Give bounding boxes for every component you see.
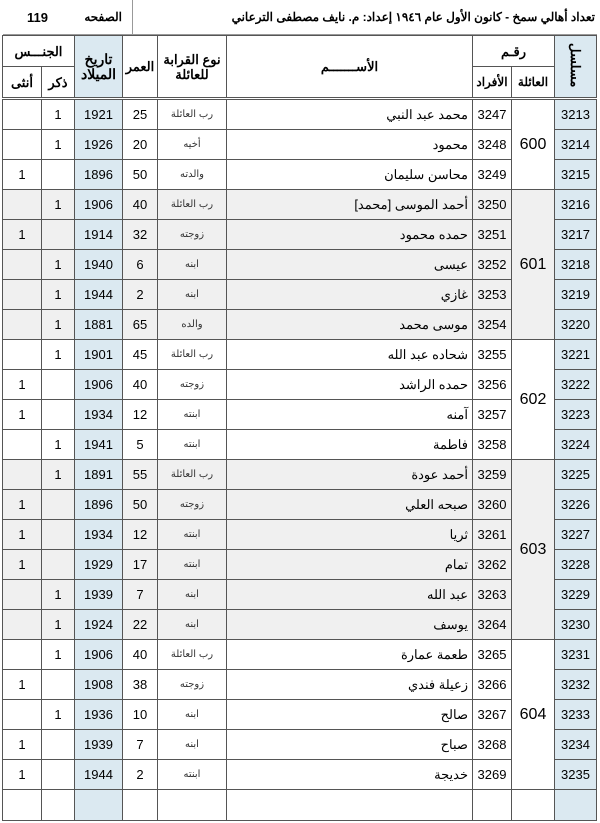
table-row	[2, 280, 596, 310]
name-cell: أحمد عودة	[226, 460, 472, 490]
member-number-cell: 3261	[472, 520, 511, 550]
header-name: الأســـــــم	[226, 36, 472, 99]
female-cell: 1	[2, 730, 41, 760]
female-cell	[2, 640, 41, 670]
table-row	[2, 340, 596, 370]
member-number-cell: 3257	[472, 400, 511, 430]
female-cell	[2, 130, 41, 160]
male-cell: 1	[41, 310, 74, 340]
male-cell: 1	[41, 700, 74, 730]
member-number-cell: 3262	[472, 550, 511, 580]
header-family: العائلة	[512, 67, 555, 99]
empty-cell	[555, 790, 597, 821]
relation-cell: والدته	[157, 160, 226, 190]
age-cell: 65	[122, 310, 157, 340]
female-cell	[2, 310, 41, 340]
relation-cell: ابنه	[157, 580, 226, 610]
relation-cell: ابنه	[157, 700, 226, 730]
age-cell: 2	[122, 760, 157, 790]
birth-year-cell: 1921	[74, 99, 122, 130]
female-cell	[2, 190, 41, 220]
member-number-cell: 3268	[472, 730, 511, 760]
birth-year-cell: 1944	[74, 760, 122, 790]
table-row	[2, 550, 596, 580]
relation-cell: ابنه	[157, 250, 226, 280]
age-cell: 25	[122, 99, 157, 130]
member-number-cell: 3247	[472, 99, 511, 130]
relation-cell: رب العائلة	[157, 99, 226, 130]
serial-cell: 3217	[555, 220, 597, 250]
female-cell: 1	[2, 490, 41, 520]
page-label: الصفحه	[84, 10, 122, 24]
table-row	[2, 460, 596, 490]
female-cell	[2, 280, 41, 310]
male-cell	[41, 520, 74, 550]
empty-row	[2, 790, 596, 821]
male-cell: 1	[41, 190, 74, 220]
serial-cell: 3229	[555, 580, 597, 610]
name-cell: صالح	[226, 700, 472, 730]
relation-cell: ابنه	[157, 610, 226, 640]
name-cell: محمد عبد النبي	[226, 99, 472, 130]
birth-year-cell: 1924	[74, 610, 122, 640]
member-number-cell: 3265	[472, 640, 511, 670]
relation-cell: ابنه	[157, 280, 226, 310]
female-cell: 1	[2, 160, 41, 190]
header-age: العمر	[122, 36, 157, 99]
male-cell	[41, 670, 74, 700]
male-cell: 1	[41, 340, 74, 370]
birth-year-cell: 1906	[74, 370, 122, 400]
birth-year-cell: 1941	[74, 430, 122, 460]
empty-cell	[122, 790, 157, 821]
age-cell: 40	[122, 190, 157, 220]
member-number-cell: 3250	[472, 190, 511, 220]
name-cell: صبحه العلي	[226, 490, 472, 520]
member-number-cell: 3260	[472, 490, 511, 520]
serial-cell: 3231	[555, 640, 597, 670]
birth-year-cell: 1908	[74, 670, 122, 700]
male-cell	[41, 760, 74, 790]
relation-cell: زوجته	[157, 490, 226, 520]
birth-year-cell: 1891	[74, 460, 122, 490]
serial-cell: 3213	[555, 99, 597, 130]
table-row	[2, 520, 596, 550]
name-cell: ثريا	[226, 520, 472, 550]
birth-year-cell: 1940	[74, 250, 122, 280]
empty-cell	[74, 790, 122, 821]
female-cell	[2, 250, 41, 280]
member-number-cell: 3249	[472, 160, 511, 190]
table-row	[2, 580, 596, 610]
table-row	[2, 130, 596, 160]
name-cell: زعيلة فندي	[226, 670, 472, 700]
female-cell: 1	[2, 760, 41, 790]
serial-cell: 3215	[555, 160, 597, 190]
birth-year-cell: 1939	[74, 580, 122, 610]
family-number-cell: 602	[512, 340, 555, 460]
female-cell: 1	[2, 220, 41, 250]
document-title: تعداد أهالي سمخ - كانون الأول عام ١٩٤٦ إعداد: م. نايف مصطفى الترعاني	[231, 10, 595, 24]
relation-cell: رب العائلة	[157, 460, 226, 490]
header-birth: تاريخ الميلاد	[74, 36, 122, 99]
empty-cell	[41, 790, 74, 821]
female-cell	[2, 430, 41, 460]
age-cell: 17	[122, 550, 157, 580]
birth-year-cell: 1934	[74, 520, 122, 550]
table-row	[2, 370, 596, 400]
male-cell	[41, 220, 74, 250]
member-number-cell: 3269	[472, 760, 511, 790]
female-cell: 1	[2, 520, 41, 550]
birth-year-cell: 1929	[74, 550, 122, 580]
census-table	[2, 35, 597, 821]
member-number-cell: 3256	[472, 370, 511, 400]
family-number-cell: 603	[512, 460, 555, 640]
birth-year-cell: 1901	[74, 340, 122, 370]
serial-cell: 3232	[555, 670, 597, 700]
birth-year-cell: 1881	[74, 310, 122, 340]
empty-cell	[157, 790, 226, 821]
age-cell: 20	[122, 130, 157, 160]
relation-cell: زوجته	[157, 670, 226, 700]
member-number-cell: 3253	[472, 280, 511, 310]
age-cell: 12	[122, 520, 157, 550]
age-cell: 55	[122, 460, 157, 490]
age-cell: 7	[122, 580, 157, 610]
member-number-cell: 3251	[472, 220, 511, 250]
relation-cell: ابنته	[157, 550, 226, 580]
age-cell: 22	[122, 610, 157, 640]
empty-cell	[2, 790, 41, 821]
name-cell: محاسن سليمان	[226, 160, 472, 190]
age-cell: 7	[122, 730, 157, 760]
name-cell: طعمة عمارة	[226, 640, 472, 670]
male-cell: 1	[41, 99, 74, 130]
birth-year-cell: 1936	[74, 700, 122, 730]
header-number: رقـم	[472, 36, 554, 67]
table-row	[2, 640, 596, 670]
female-cell: 1	[2, 400, 41, 430]
serial-cell: 3216	[555, 190, 597, 220]
serial-cell: 3233	[555, 700, 597, 730]
page-indicator	[3, 0, 133, 34]
relation-cell: رب العائلة	[157, 190, 226, 220]
birth-year-cell: 1934	[74, 400, 122, 430]
serial-cell: 3224	[555, 430, 597, 460]
member-number-cell: 3263	[472, 580, 511, 610]
empty-cell	[512, 790, 555, 821]
table-row	[2, 190, 596, 220]
table-row	[2, 400, 596, 430]
table-row	[2, 730, 596, 760]
table-row	[2, 99, 596, 130]
male-cell	[41, 550, 74, 580]
member-number-cell: 3255	[472, 340, 511, 370]
birth-year-cell: 1896	[74, 160, 122, 190]
serial-cell: 3234	[555, 730, 597, 760]
serial-cell: 3219	[555, 280, 597, 310]
relation-cell: ابنته	[157, 400, 226, 430]
name-cell: عيسى	[226, 250, 472, 280]
age-cell: 32	[122, 220, 157, 250]
male-cell: 1	[41, 610, 74, 640]
birth-year-cell: 1906	[74, 190, 122, 220]
female-cell: 1	[2, 370, 41, 400]
age-cell: 50	[122, 160, 157, 190]
female-cell: 1	[2, 550, 41, 580]
name-cell: يوسف	[226, 610, 472, 640]
page-number: 119	[27, 9, 48, 25]
header-gender: الجنـــس	[2, 36, 74, 67]
relation-cell: ابنته	[157, 760, 226, 790]
serial-cell: 3230	[555, 610, 597, 640]
title-bar	[3, 0, 597, 35]
member-number-cell: 3264	[472, 610, 511, 640]
male-cell: 1	[41, 640, 74, 670]
family-number-cell: 600	[512, 99, 555, 190]
relation-cell: أخيه	[157, 130, 226, 160]
birth-year-cell: 1926	[74, 130, 122, 160]
relation-cell: زوجته	[157, 370, 226, 400]
table-row	[2, 760, 596, 790]
age-cell: 5	[122, 430, 157, 460]
male-cell	[41, 160, 74, 190]
male-cell	[41, 400, 74, 430]
empty-cell	[226, 790, 472, 821]
name-cell: تمام	[226, 550, 472, 580]
name-cell: آمنه	[226, 400, 472, 430]
birth-year-cell: 1896	[74, 490, 122, 520]
table-row	[2, 700, 596, 730]
age-cell: 40	[122, 640, 157, 670]
table-row	[2, 670, 596, 700]
name-cell: موسى محمد	[226, 310, 472, 340]
birth-year-cell: 1906	[74, 640, 122, 670]
family-number-cell: 604	[512, 640, 555, 790]
relation-cell: رب العائلة	[157, 640, 226, 670]
female-cell	[2, 610, 41, 640]
name-cell: فاطمة	[226, 430, 472, 460]
age-cell: 50	[122, 490, 157, 520]
age-cell: 40	[122, 370, 157, 400]
age-cell: 2	[122, 280, 157, 310]
name-cell: شحاده عبد الله	[226, 340, 472, 370]
male-cell	[41, 730, 74, 760]
male-cell: 1	[41, 460, 74, 490]
member-number-cell: 3259	[472, 460, 511, 490]
female-cell	[2, 99, 41, 130]
age-cell: 6	[122, 250, 157, 280]
serial-cell: 3228	[555, 550, 597, 580]
name-cell: خديجة	[226, 760, 472, 790]
female-cell	[2, 700, 41, 730]
relation-cell: ابنته	[157, 430, 226, 460]
female-cell	[2, 460, 41, 490]
member-number-cell: 3258	[472, 430, 511, 460]
member-number-cell: 3267	[472, 700, 511, 730]
name-cell: صباح	[226, 730, 472, 760]
female-cell: 1	[2, 670, 41, 700]
serial-cell: 3235	[555, 760, 597, 790]
table-row	[2, 160, 596, 190]
name-cell: حمده الراشد	[226, 370, 472, 400]
table-row	[2, 490, 596, 520]
name-cell: حمده محمود	[226, 220, 472, 250]
male-cell: 1	[41, 250, 74, 280]
name-cell: أحمد الموسى [محمد]	[226, 190, 472, 220]
male-cell: 1	[41, 430, 74, 460]
header-female: أنثى	[2, 67, 41, 99]
birth-year-cell: 1939	[74, 730, 122, 760]
serial-cell: 3225	[555, 460, 597, 490]
member-number-cell: 3248	[472, 130, 511, 160]
member-number-cell: 3266	[472, 670, 511, 700]
female-cell	[2, 580, 41, 610]
member-number-cell: 3252	[472, 250, 511, 280]
age-cell: 45	[122, 340, 157, 370]
serial-cell: 3227	[555, 520, 597, 550]
age-cell: 38	[122, 670, 157, 700]
male-cell: 1	[41, 130, 74, 160]
relation-cell: زوجته	[157, 220, 226, 250]
serial-cell: 3222	[555, 370, 597, 400]
header-members: الأفراد	[472, 67, 511, 99]
name-cell: عبد الله	[226, 580, 472, 610]
header-relation: نوع القرابة للعائلة	[157, 36, 226, 99]
empty-cell	[472, 790, 511, 821]
table-body	[2, 99, 596, 821]
header-serial: مسلسل	[555, 36, 597, 99]
name-cell: محمود	[226, 130, 472, 160]
family-number-cell: 601	[512, 190, 555, 340]
male-cell	[41, 370, 74, 400]
age-cell: 10	[122, 700, 157, 730]
male-cell	[41, 490, 74, 520]
female-cell	[2, 340, 41, 370]
serial-cell: 3218	[555, 250, 597, 280]
birth-year-cell: 1944	[74, 280, 122, 310]
table-row	[2, 310, 596, 340]
table-row	[2, 220, 596, 250]
serial-cell: 3214	[555, 130, 597, 160]
serial-cell: 3223	[555, 400, 597, 430]
table-row	[2, 250, 596, 280]
serial-cell: 3220	[555, 310, 597, 340]
member-number-cell: 3254	[472, 310, 511, 340]
male-cell: 1	[41, 580, 74, 610]
census-page	[3, 0, 597, 821]
male-cell: 1	[41, 280, 74, 310]
header-male: ذكر	[41, 67, 74, 99]
serial-cell: 3221	[555, 340, 597, 370]
name-cell: غازي	[226, 280, 472, 310]
relation-cell: رب العائلة	[157, 340, 226, 370]
table-row	[2, 430, 596, 460]
relation-cell: والده	[157, 310, 226, 340]
relation-cell: ابنه	[157, 730, 226, 760]
table-row	[2, 610, 596, 640]
serial-cell: 3226	[555, 490, 597, 520]
birth-year-cell: 1914	[74, 220, 122, 250]
relation-cell: ابنته	[157, 520, 226, 550]
age-cell: 12	[122, 400, 157, 430]
